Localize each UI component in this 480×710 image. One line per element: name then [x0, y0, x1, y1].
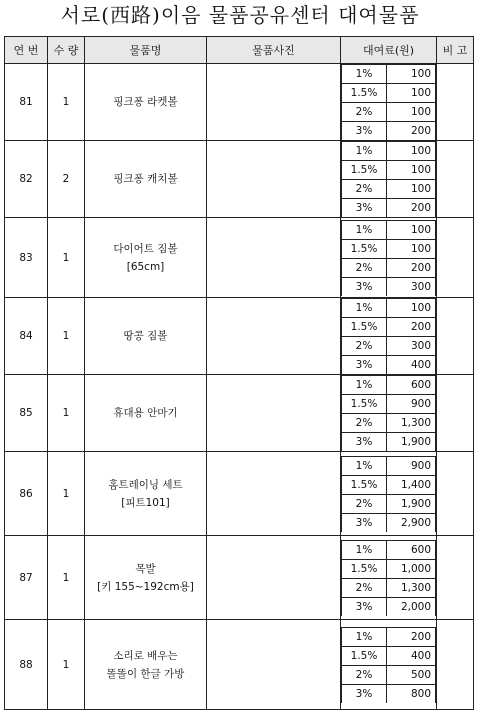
table-row	[5, 375, 474, 452]
fee-amount: 100	[387, 161, 436, 180]
fee-rate: 1.5%	[342, 646, 387, 665]
header-no: 연 번	[5, 37, 48, 64]
fee-row	[342, 578, 436, 597]
item-name-line: 핑크퐁 캐치볼	[113, 173, 178, 185]
fee-row	[342, 433, 436, 452]
fee-row	[342, 258, 436, 277]
fee-rate: 1.5%	[342, 559, 387, 578]
item-name-line: 휴대용 안마기	[113, 407, 178, 419]
fee-rate: 2%	[342, 414, 387, 433]
fee-amount: 1,400	[387, 475, 436, 494]
fee-rate: 1.5%	[342, 475, 387, 494]
item-quantity: 1	[48, 375, 85, 452]
fee-amount: 100	[387, 103, 436, 122]
fee-table	[341, 375, 436, 451]
fee-amount: 100	[387, 84, 436, 103]
fee-rate: 1%	[342, 540, 387, 559]
fee-amount: 100	[387, 142, 436, 161]
fee-amount: 300	[387, 277, 436, 296]
fee-amount: 100	[387, 299, 436, 318]
table-row	[5, 620, 474, 710]
item-name-line: 땅콩 짐볼	[123, 330, 168, 342]
item-quantity: 1	[48, 452, 85, 536]
item-name-line: 다이어트 짐볼	[113, 242, 178, 255]
item-name	[85, 298, 207, 375]
fee-row	[342, 494, 436, 513]
header-fee: 대여료(원)	[341, 37, 437, 64]
item-quantity: 1	[48, 64, 85, 141]
item-number: 88	[5, 620, 48, 710]
fee-rate: 3%	[342, 433, 387, 452]
fee-amount: 200	[387, 199, 436, 218]
fee-rate: 1%	[342, 220, 387, 239]
fee-rate: 3%	[342, 513, 387, 532]
fee-row	[342, 540, 436, 559]
fee-cell	[341, 218, 437, 298]
item-name	[85, 620, 207, 710]
item-number: 87	[5, 536, 48, 620]
fee-row	[342, 65, 436, 84]
table-row	[5, 141, 474, 218]
header-qty: 수 량	[48, 37, 85, 64]
item-name-line: 소리로 배우는	[113, 649, 178, 662]
fee-amount: 100	[387, 180, 436, 199]
fee-amount: 400	[387, 646, 436, 665]
item-quantity: 1	[48, 536, 85, 620]
fee-rate: 3%	[342, 122, 387, 141]
fee-amount: 1,300	[387, 414, 436, 433]
item-number: 81	[5, 64, 48, 141]
fee-row	[342, 395, 436, 414]
fee-amount: 1,900	[387, 494, 436, 513]
fee-row	[342, 142, 436, 161]
fee-row	[342, 665, 436, 684]
item-quantity: 1	[48, 218, 85, 298]
fee-row	[342, 299, 436, 318]
fee-rate: 1%	[342, 65, 387, 84]
item-name-line: [65cm]	[126, 260, 165, 273]
fee-cell	[341, 141, 437, 218]
fee-cell	[341, 452, 437, 536]
fee-rate: 1%	[342, 142, 387, 161]
fee-table	[341, 540, 436, 616]
fee-amount: 600	[387, 540, 436, 559]
fee-amount: 1,300	[387, 578, 436, 597]
fee-amount: 200	[387, 122, 436, 141]
fee-table	[341, 220, 436, 296]
table-row	[5, 64, 474, 141]
item-quantity: 1	[48, 298, 85, 375]
fee-table	[341, 456, 436, 532]
fee-rate: 3%	[342, 199, 387, 218]
fee-row	[342, 180, 436, 199]
fee-amount: 600	[387, 376, 436, 395]
fee-row	[342, 627, 436, 646]
fee-row	[342, 318, 436, 337]
fee-amount: 500	[387, 665, 436, 684]
note-cell	[437, 620, 474, 710]
fee-row	[342, 456, 436, 475]
fee-amount: 2,000	[387, 597, 436, 616]
fee-rate: 1%	[342, 627, 387, 646]
fee-table	[341, 64, 436, 140]
fee-row	[342, 376, 436, 395]
fee-row	[342, 337, 436, 356]
note-cell	[437, 141, 474, 218]
item-name	[85, 141, 207, 218]
item-quantity: 2	[48, 141, 85, 218]
item-name-line: 핑크퐁 라켓볼	[113, 96, 178, 108]
item-number: 84	[5, 298, 48, 375]
fee-amount: 1,900	[387, 433, 436, 452]
fee-row	[342, 199, 436, 218]
item-name	[85, 452, 207, 536]
fee-amount: 2,900	[387, 513, 436, 532]
fee-amount: 300	[387, 337, 436, 356]
fee-cell	[341, 536, 437, 620]
fee-rate: 1.5%	[342, 239, 387, 258]
fee-cell	[341, 620, 437, 710]
fee-row	[342, 475, 436, 494]
fee-row	[342, 84, 436, 103]
table-header-row	[5, 37, 474, 64]
fee-row	[342, 220, 436, 239]
header-photo: 물품사진	[207, 37, 341, 64]
fee-rate: 3%	[342, 356, 387, 375]
header-name: 물품명	[85, 37, 207, 64]
table-row	[5, 218, 474, 298]
fee-rate: 3%	[342, 684, 387, 703]
fee-row	[342, 239, 436, 258]
item-photo-cell	[207, 375, 341, 452]
fee-table	[341, 141, 436, 217]
fee-rate: 1%	[342, 299, 387, 318]
item-photo-cell	[207, 536, 341, 620]
fee-row	[342, 513, 436, 532]
fee-amount: 100	[387, 239, 436, 258]
note-cell	[437, 375, 474, 452]
fee-row	[342, 103, 436, 122]
note-cell	[437, 218, 474, 298]
item-name-line: 홈트레이닝 세트	[108, 478, 183, 491]
fee-rate: 2%	[342, 337, 387, 356]
fee-row	[342, 414, 436, 433]
fee-amount: 400	[387, 356, 436, 375]
item-name-line: [키 155~192cm용]	[97, 580, 194, 593]
fee-cell	[341, 375, 437, 452]
fee-amount: 900	[387, 395, 436, 414]
item-name-line: [피트101]	[121, 496, 170, 509]
fee-table	[341, 298, 436, 374]
fee-rate: 2%	[342, 578, 387, 597]
fee-rate: 1.5%	[342, 318, 387, 337]
fee-row	[342, 277, 436, 296]
fee-row	[342, 161, 436, 180]
fee-cell	[341, 298, 437, 375]
note-cell	[437, 64, 474, 141]
item-number: 85	[5, 375, 48, 452]
fee-rate: 2%	[342, 258, 387, 277]
fee-row	[342, 122, 436, 141]
item-photo-cell	[207, 298, 341, 375]
note-cell	[437, 298, 474, 375]
fee-table	[341, 627, 436, 703]
item-number: 82	[5, 141, 48, 218]
item-name	[85, 64, 207, 141]
fee-rate: 1%	[342, 376, 387, 395]
header-note: 비 고	[437, 37, 474, 64]
item-number: 86	[5, 452, 48, 536]
fee-amount: 100	[387, 220, 436, 239]
fee-row	[342, 684, 436, 703]
fee-rate: 2%	[342, 180, 387, 199]
fee-amount: 200	[387, 627, 436, 646]
fee-row	[342, 597, 436, 616]
fee-amount: 200	[387, 318, 436, 337]
page-title: 서로(西路)이음 물품공유센터 대여물품	[60, 3, 420, 27]
fee-amount: 1,000	[387, 559, 436, 578]
item-quantity: 1	[48, 620, 85, 710]
fee-row	[342, 356, 436, 375]
fee-rate: 3%	[342, 277, 387, 296]
table-row	[5, 298, 474, 375]
fee-rate: 1.5%	[342, 84, 387, 103]
item-name-line: 똘똘이 한글 가방	[106, 667, 185, 680]
fee-cell	[341, 64, 437, 141]
note-cell	[437, 452, 474, 536]
item-photo-cell	[207, 452, 341, 536]
fee-rate: 2%	[342, 103, 387, 122]
item-number: 83	[5, 218, 48, 298]
fee-row	[342, 559, 436, 578]
fee-rate: 1.5%	[342, 161, 387, 180]
fee-rate: 3%	[342, 597, 387, 616]
fee-amount: 900	[387, 456, 436, 475]
fee-rate: 1.5%	[342, 395, 387, 414]
item-photo-cell	[207, 218, 341, 298]
item-name	[85, 375, 207, 452]
fee-amount: 200	[387, 258, 436, 277]
fee-amount: 100	[387, 65, 436, 84]
item-name	[85, 536, 207, 620]
fee-amount: 800	[387, 684, 436, 703]
fee-rate: 2%	[342, 665, 387, 684]
item-name	[85, 218, 207, 298]
fee-row	[342, 646, 436, 665]
item-photo-cell	[207, 141, 341, 218]
note-cell	[437, 536, 474, 620]
item-photo-cell	[207, 64, 341, 141]
table-row	[5, 536, 474, 620]
fee-rate: 2%	[342, 494, 387, 513]
item-photo-cell	[207, 620, 341, 710]
table-row	[5, 452, 474, 536]
rental-items-table	[4, 36, 474, 710]
fee-rate: 1%	[342, 456, 387, 475]
item-name-line: 목발	[135, 562, 156, 575]
